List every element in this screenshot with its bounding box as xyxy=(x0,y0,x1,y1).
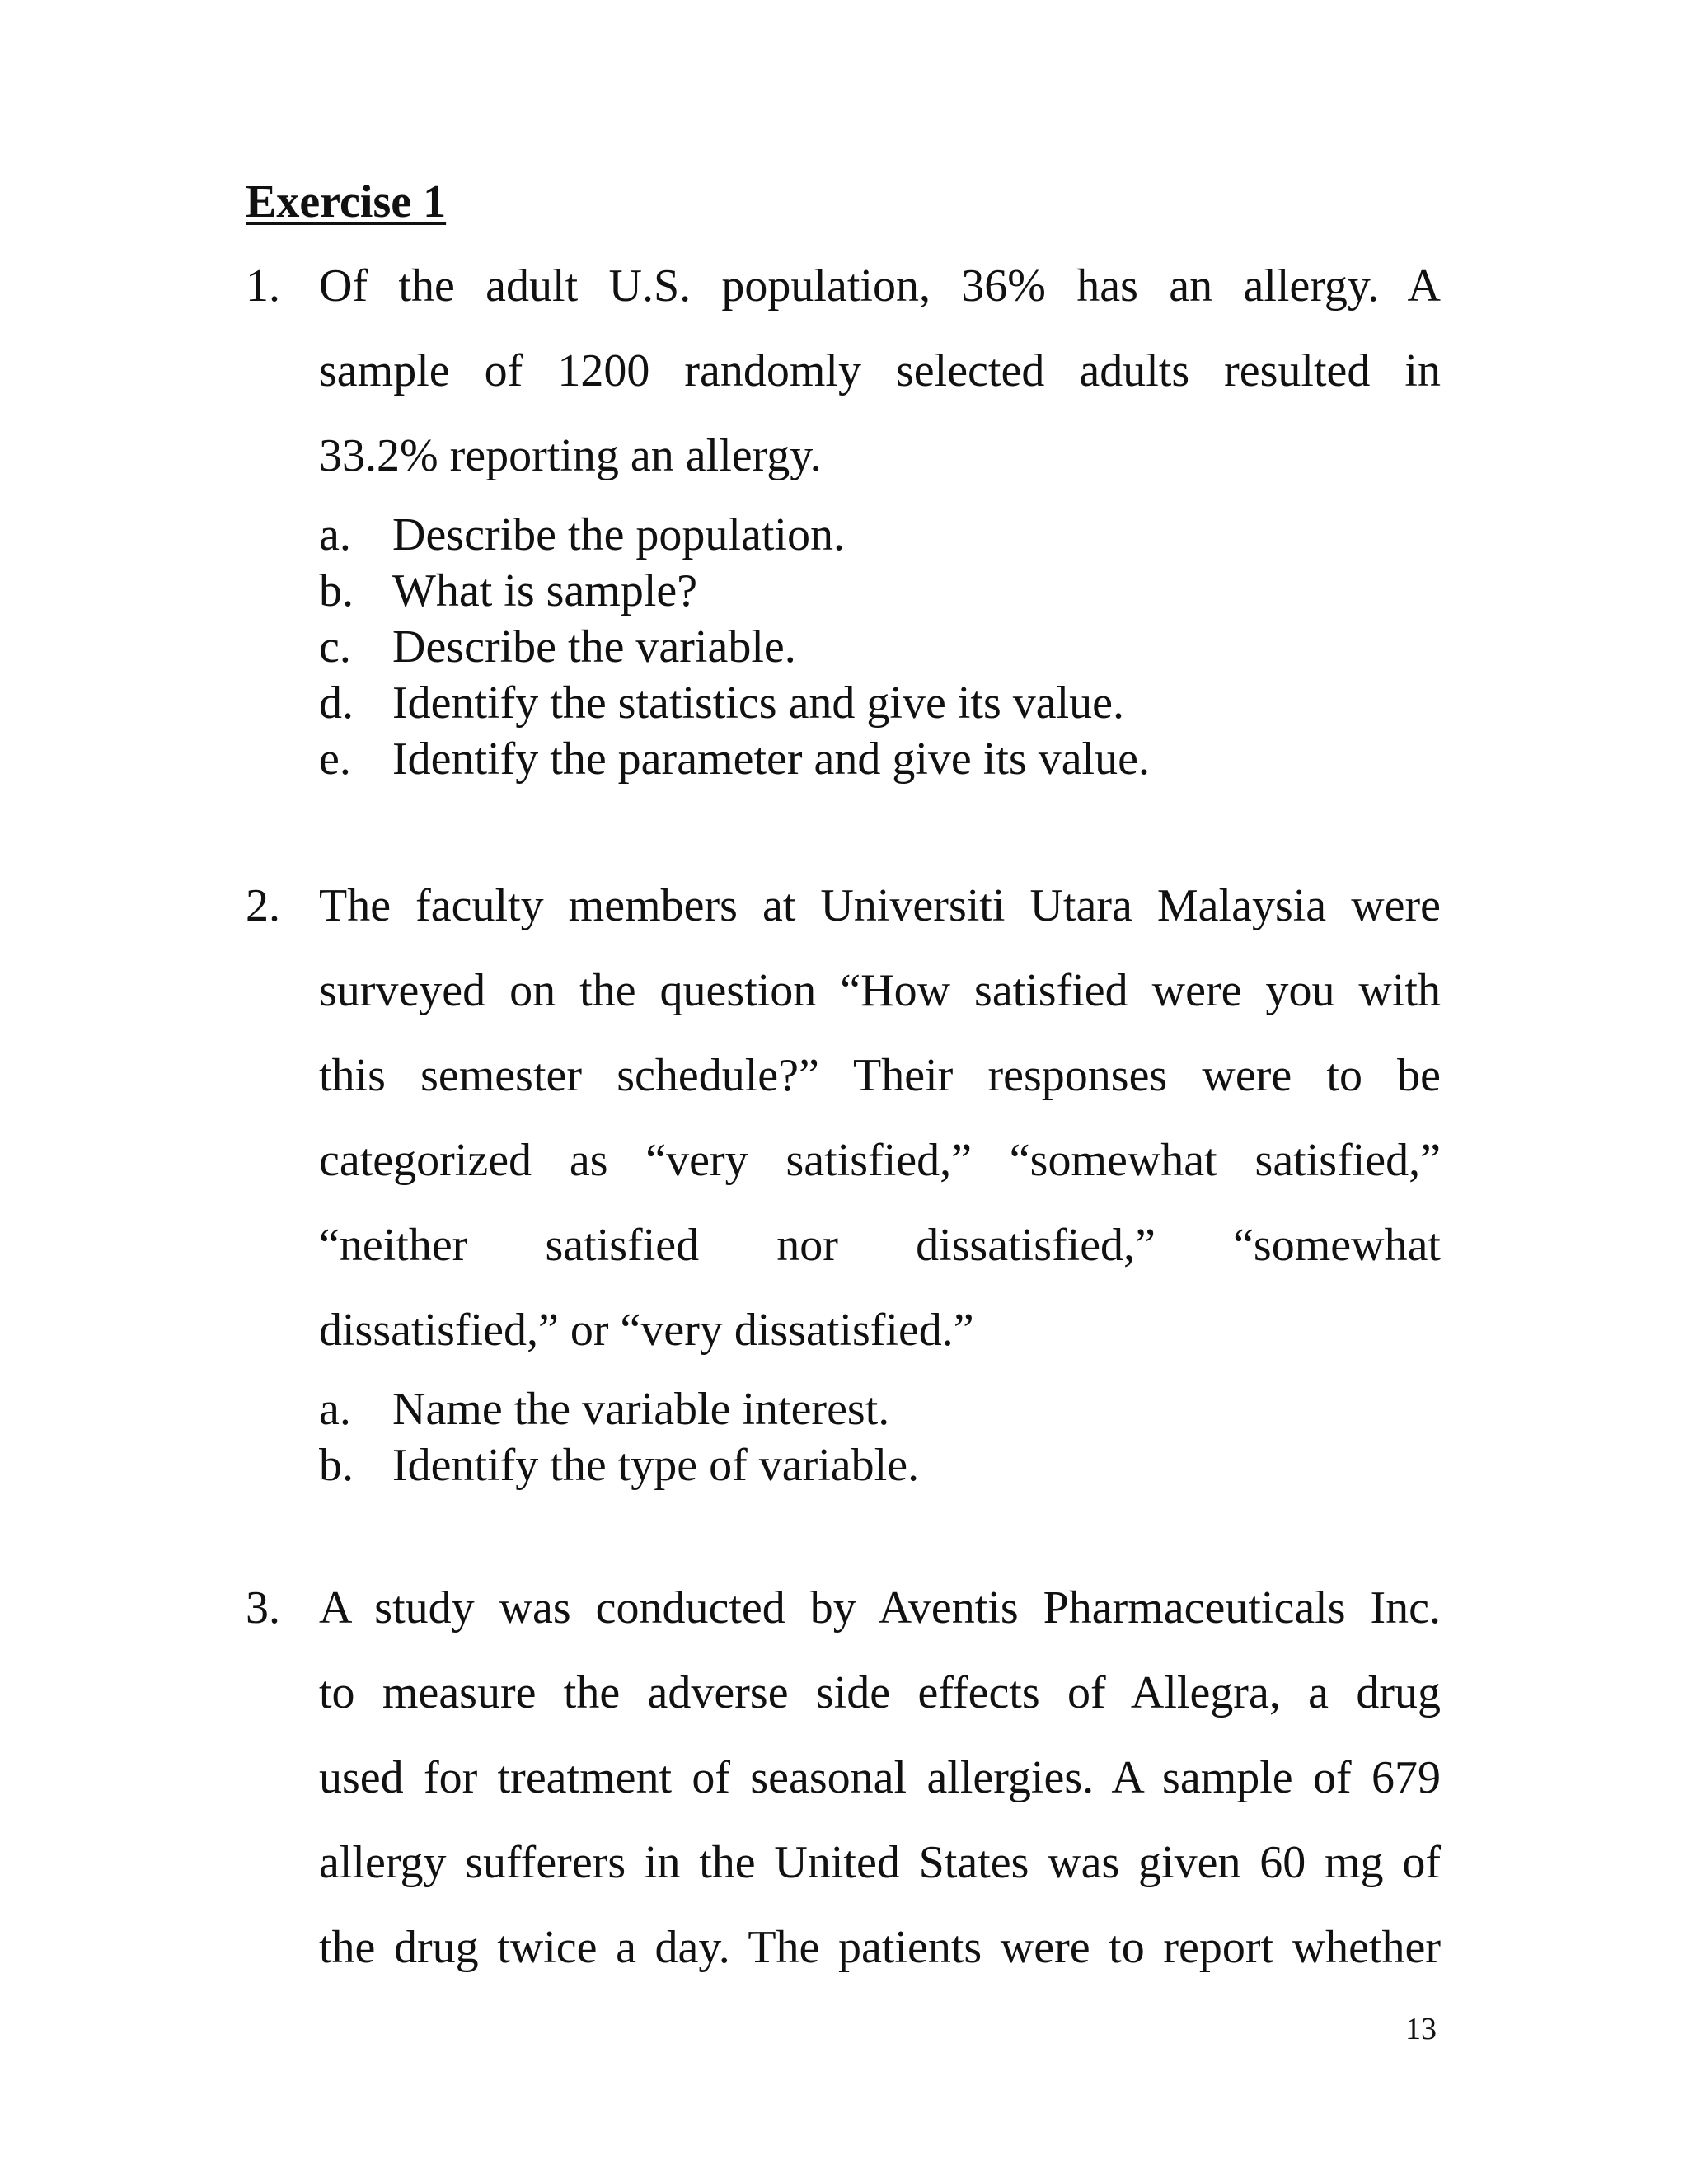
question-number: 1. xyxy=(246,260,280,312)
sub-question-letter: e. xyxy=(319,733,351,785)
sub-question-text: What is sample? xyxy=(392,565,698,616)
question-number: 3. xyxy=(246,1582,280,1633)
question-1 xyxy=(246,244,1441,787)
sub-question xyxy=(319,563,1441,619)
sub-question-text: Name the variable interest. xyxy=(392,1384,890,1435)
question-text xyxy=(319,864,1441,1373)
sub-question xyxy=(319,731,1441,787)
question-line: 33.2% reporting an allergy. xyxy=(319,430,822,481)
sub-question xyxy=(319,507,1441,563)
sub-question-text: Identify the parameter and give its value. xyxy=(392,733,1150,785)
sub-question-text: Describe the variable. xyxy=(392,621,796,673)
question-line: categorized as “very satisfied,” “somewhat satisfied,” xyxy=(319,1135,1441,1186)
sub-question-letter: d. xyxy=(319,677,354,729)
sub-question-letter: b. xyxy=(319,1440,354,1491)
sub-question-text: Describe the population. xyxy=(392,509,845,560)
question-number: 2. xyxy=(246,880,280,931)
page-number: 13 xyxy=(1405,2012,1437,2046)
sub-question-letter: b. xyxy=(319,565,354,616)
question-line: surveyed on the question “How satisfied were you with xyxy=(319,965,1441,1016)
sub-question xyxy=(319,1437,1441,1493)
question-line: The faculty members at Universiti Utara Malaysia were xyxy=(319,880,1441,931)
question-3 xyxy=(246,1566,1441,1990)
sub-question-list xyxy=(319,507,1441,787)
question-line: sample of 1200 randomly selected adults resulted in xyxy=(319,345,1441,396)
sub-question-letter: a. xyxy=(319,1384,351,1435)
sub-question-letter: c. xyxy=(319,621,351,673)
sub-question-text: Identify the type of variable. xyxy=(392,1440,920,1491)
question-text xyxy=(319,244,1441,499)
question-line: to measure the adverse side effects of Allegra, a drug xyxy=(319,1667,1441,1718)
exercise-heading: Exercise 1 xyxy=(246,176,447,227)
sub-question-text: Identify the statistics and give its value. xyxy=(392,677,1125,729)
question-line: Of the adult U.S. population, 36% has an allergy. A xyxy=(319,260,1441,312)
question-line: “neither satisfied nor dissatisfied,” “somewhat xyxy=(319,1220,1441,1271)
sub-question xyxy=(319,675,1441,731)
question-line: A study was conducted by Aventis Pharmaceuticals Inc. xyxy=(319,1582,1441,1633)
question-line: this semester schedule?” Their responses were to be xyxy=(319,1050,1441,1101)
question-line: allergy sufferers in the United States was given 60 mg of xyxy=(319,1837,1441,1888)
sub-question-letter: a. xyxy=(319,509,351,560)
question-2 xyxy=(246,864,1441,1493)
question-line: used for treatment of seasonal allergies. A sample of 679 xyxy=(319,1752,1441,1803)
question-line: dissatisfied,” or “very dissatisfied.” xyxy=(319,1305,974,1356)
sub-question-list xyxy=(319,1381,1441,1493)
sub-question xyxy=(319,619,1441,675)
question-text xyxy=(319,1566,1441,1990)
sub-question xyxy=(319,1381,1441,1437)
question-line: the drug twice a day. The patients were to report whether xyxy=(319,1922,1441,1973)
